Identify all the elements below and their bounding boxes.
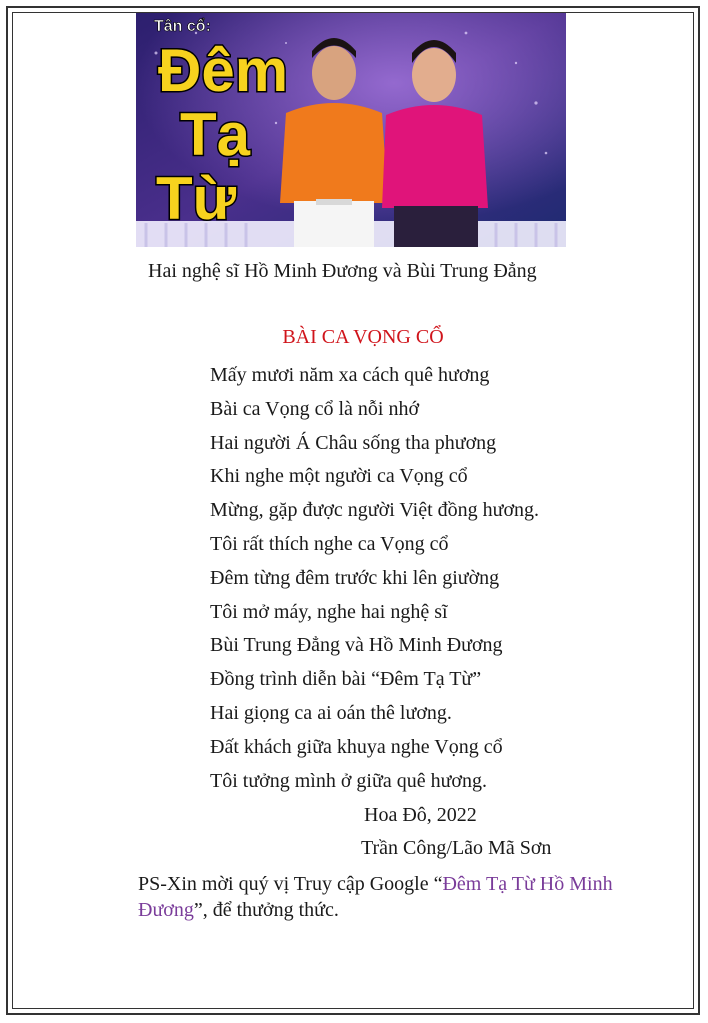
poem-line: Hai giọng ca ai oán thê lương.	[210, 701, 452, 724]
poem-place-date: Hoa Đô, 2022	[364, 804, 477, 826]
poem-line: Đất khách giữa khuya nghe Vọng cổ	[210, 735, 503, 758]
photo-title-line-1: Đêm	[158, 37, 289, 104]
poem-line: Bùi Trung Đẳng và Hồ Minh Đương	[210, 634, 503, 657]
poem-line: Tôi mở máy, nghe hai nghệ sĩ	[210, 600, 448, 623]
postscript-suffix: ”, để thưởng thức.	[193, 899, 339, 921]
performers-photo	[136, 13, 566, 247]
photo-small-title: Tân cổ:	[154, 18, 211, 35]
poem-author: Trần Công/Lão Mã Sơn	[361, 837, 552, 859]
postscript-prefix: PS-Xin mời quý vị Truy cập Google “	[138, 873, 443, 895]
poem-line: Đêm từng đêm trước khi lên giường	[210, 566, 500, 589]
poem-title: BÀI CA VỌNG CỔ	[282, 326, 444, 348]
poem-line: Hai người Á Châu sống tha phương	[210, 431, 497, 454]
photo-caption: Hai nghệ sĩ Hồ Minh Đương và Bùi Trung Đẳng	[148, 260, 537, 282]
poem-line: Mừng, gặp được người Việt đồng hương.	[210, 499, 540, 522]
photo-title-line-2: Tạ	[180, 101, 251, 168]
poem-line: Mấy mươi năm xa cách quê hương	[210, 364, 490, 386]
search-term-link[interactable]: Đêm Tạ Từ Hồ Minh Đương	[138, 873, 613, 921]
photo-title-line-3: Từ	[156, 165, 237, 232]
poem-line: Tôi tưởng mình ở giữa quê hương.	[210, 769, 488, 792]
poem-line: Tôi rất thích nghe ca Vọng cổ	[210, 532, 449, 555]
poem-line: Bài ca Vọng cổ là nỗi nhớ	[210, 397, 420, 420]
poem-line: Khi nghe một người ca Vọng cổ	[210, 465, 468, 488]
postscript	[138, 871, 658, 923]
poem-body	[210, 361, 539, 800]
poem-line: Đồng trình diễn bài “Đêm Tạ Từ”	[210, 668, 482, 691]
